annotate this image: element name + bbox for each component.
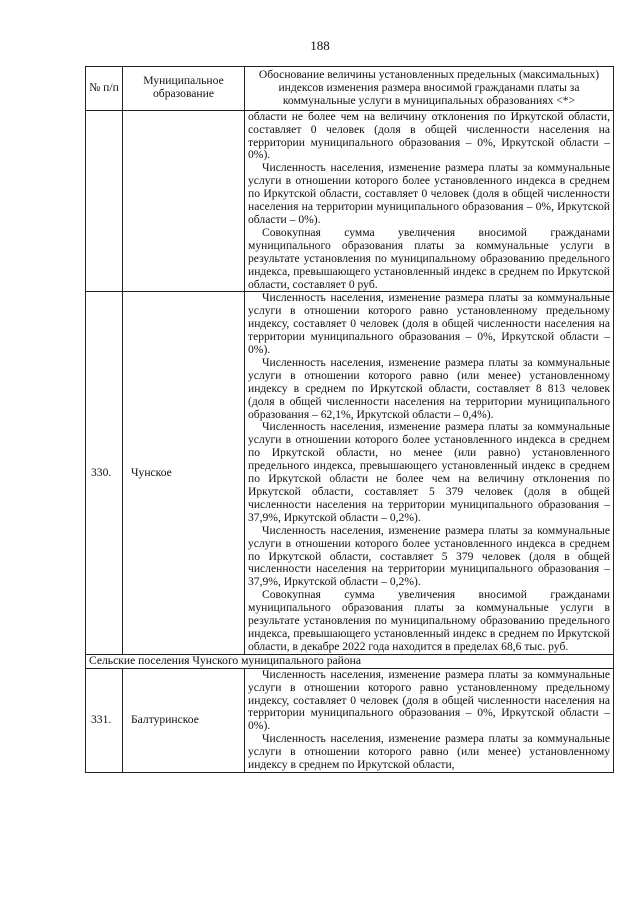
basis-paragraph: Совокупная сумма увеличения вносимой гражданами муниципального образования платы за коммунальные услуги в результате установления по муниципальному образованию предельного индекса, превышающего установленный индекс в среднем по Иркутской области, составляет 0 руб. [248, 225, 610, 291]
basis-paragraph: Численность населения, изменение размера платы за коммунальные услуги в отношении которого более установленного индекса в среднем по Иркутской области, составляет 0 человек (доля в общей численности населения на территории муниципального образования – 0%, Иркутской области – 0%). [248, 161, 610, 226]
table-row-330 [86, 292, 614, 654]
section-heading-row [86, 654, 614, 668]
table-row-continuation [86, 110, 614, 292]
cell-basis [245, 668, 614, 772]
basis-paragraph: Численность населения, изменение размера платы за коммунальные услуги в отношении которого более установленного индекса в среднем по Иркутской области, но менее (или равно) установленного предельного индекса, превышающего установленный индекс в среднем по Иркутской области не более чем на величину отклонения по Иркутской области, составляет 5 379 человек (доля в общей численности населения на территории муниципального образования – 37,9%, Иркутской области – 0,2%). [248, 420, 610, 524]
cell-number: 330. [86, 292, 123, 654]
basis-paragraph: области не более чем на величину отклонения по Иркутской области, составляет 0 человек (доля в общей численности населения на территории муниципального образования – 0%, Иркутской области – 0%). [248, 109, 610, 162]
page-number: 188 [310, 38, 330, 53]
table-header-row [86, 67, 614, 111]
basis-paragraph: Совокупная сумма увеличения вносимой гражданами муниципального образования платы за коммунальные услуги в результате установления по муниципальному образованию предельного индекса, превышающего установленный индекс в среднем по Иркутской области, в декабре 2022 года находится в пределах 68,6 тыс. руб. [248, 588, 610, 653]
cell-name-empty [123, 110, 245, 292]
header-municipality: Муниципальное образование [123, 67, 245, 111]
cell-municipality: Балтуринское [123, 668, 245, 772]
basis-paragraph: Численность населения, изменение размера платы за коммунальные услуги в отношении которого более установленного индекса в среднем по Иркутской области, составляет 5 379 человек (доля в общей численности населения на территории муниципального образования – 37,9%, Иркутской области – 0,2%). [248, 523, 610, 589]
basis-paragraph: Численность населения, изменение размера платы за коммунальные услуги в отношении которого равно (или менее) установленному индексу в среднем по Иркутской области, [248, 732, 610, 772]
basis-paragraph: Численность населения, изменение размера платы за коммунальные услуги в отношении которого равно установленному предельному индексу, составляет 0 человек (доля в общей численности населения на территории муниципального образования – 0%, Иркутской области – 0%). [248, 667, 610, 733]
section-title: Сельские поселения Чунского муниципального района [86, 654, 614, 668]
cell-number: 331. [86, 668, 123, 772]
header-basis: Обоснование величины установленных предельных (максимальных) индексов изменения размера вносимой гражданами платы за коммунальные услуги в муниципальных образованиях <*> [245, 67, 614, 111]
tariff-index-table [85, 66, 614, 773]
table-row-331 [86, 668, 614, 772]
basis-paragraph: Численность населения, изменение размера платы за коммунальные услуги в отношении которого равно установленному предельному индексу, составляет 0 человек (доля в общей численности населения на территории муниципального образования – 0%, Иркутской области – 0%). [248, 291, 610, 357]
cell-basis [245, 110, 614, 292]
cell-basis [245, 292, 614, 654]
basis-paragraph: Численность населения, изменение размера платы за коммунальные услуги в отношении которого равно (или менее) установленному индексу в среднем по Иркутской области, составляет 8 813 человек (доля в общей численности населения на территории муниципального образования – 62,1%, Иркутской области – 0,4%). [248, 355, 610, 421]
cell-municipality: Чунское [123, 292, 245, 654]
cell-number-empty [86, 110, 123, 292]
header-number: № п/п [86, 67, 123, 111]
